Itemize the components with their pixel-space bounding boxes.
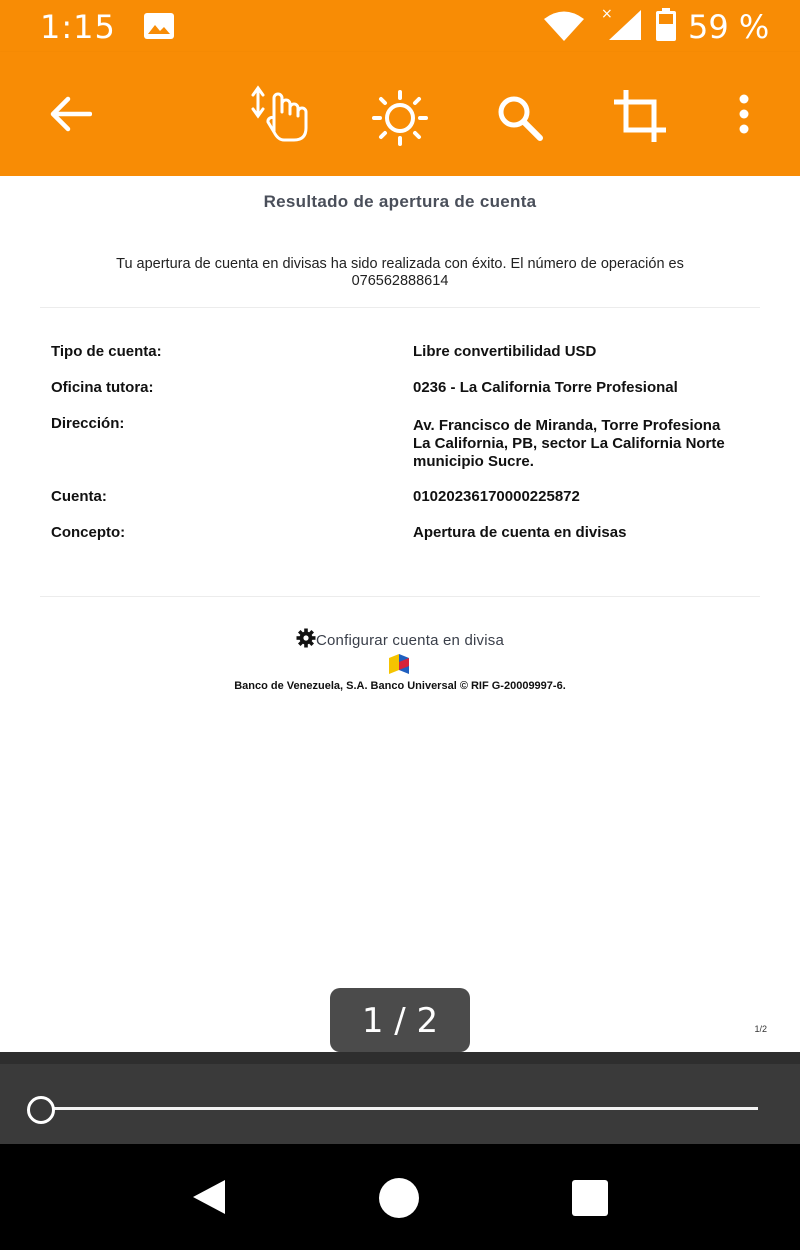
label-address: Dirección: [51,415,125,432]
configure-account-link[interactable] [0,628,800,649]
recents-square-icon[interactable] [571,1179,609,1217]
page-slider-track[interactable] [40,1107,758,1110]
value-account-type: Libre convertibilidad USD [413,343,597,360]
divider [40,307,760,308]
signal-icon [601,6,643,42]
configure-account-label: Configurar cuenta en divisa [315,632,504,649]
value-concept: Apertura de cuenta en divisas [413,524,627,541]
address-line: La California, PB, sector La California Norte [413,435,725,452]
home-circle-icon[interactable] [377,1176,421,1220]
page-number-small: 1/2 [754,1024,767,1034]
value-account: 01020236170000225872 [413,488,580,505]
system-nav-bar [0,1144,800,1250]
label-concept: Concepto: [51,524,126,541]
back-arrow-icon[interactable] [48,96,92,132]
bank-logo-icon [387,652,411,678]
page-title: Resultado de apertura de cuenta [263,192,537,211]
status-bar [0,0,800,52]
slider-bar-edge [0,1052,800,1064]
brightness-icon[interactable] [372,90,428,146]
address-line: municipio Sucre. [413,453,534,470]
success-message-text: Tu apertura de cuenta en divisas ha sido realizada con éxito. El número de operación es [116,256,684,272]
page-slider-bar [0,1052,800,1144]
battery-percent: 59 % [688,8,770,46]
wifi-icon [543,10,585,42]
operation-number: 076562888614 [351,273,449,289]
status-time: 1:15 [40,8,116,46]
divider [40,596,760,597]
page-indicator: 1 / 2 [330,988,470,1052]
value-office: 0236 - La California Torre Profesional [413,379,678,396]
battery-icon [655,8,677,42]
page-slider-thumb[interactable] [27,1096,55,1124]
app-toolbar [0,52,800,176]
crop-icon[interactable] [612,88,668,144]
value-address [413,417,765,471]
pdf-page[interactable] [0,176,800,1052]
search-icon[interactable] [496,94,544,142]
back-triangle-icon[interactable] [189,1178,227,1216]
success-message [70,256,730,290]
bank-footer: Banco de Venezuela, S.A. Banco Universal © RIF G-20009997-6. [234,680,566,692]
svg-text:×: × [601,6,613,22]
gear-icon [296,628,316,648]
gallery-icon [143,12,175,40]
label-account: Cuenta: [51,488,107,505]
touch-scroll-icon[interactable] [250,84,310,144]
address-line: Av. Francisco de Miranda, Torre Profesiona [413,417,721,434]
label-office: Oficina tutora: [51,379,154,396]
label-account-type: Tipo de cuenta: [51,343,162,360]
more-vert-icon[interactable] [737,94,751,134]
